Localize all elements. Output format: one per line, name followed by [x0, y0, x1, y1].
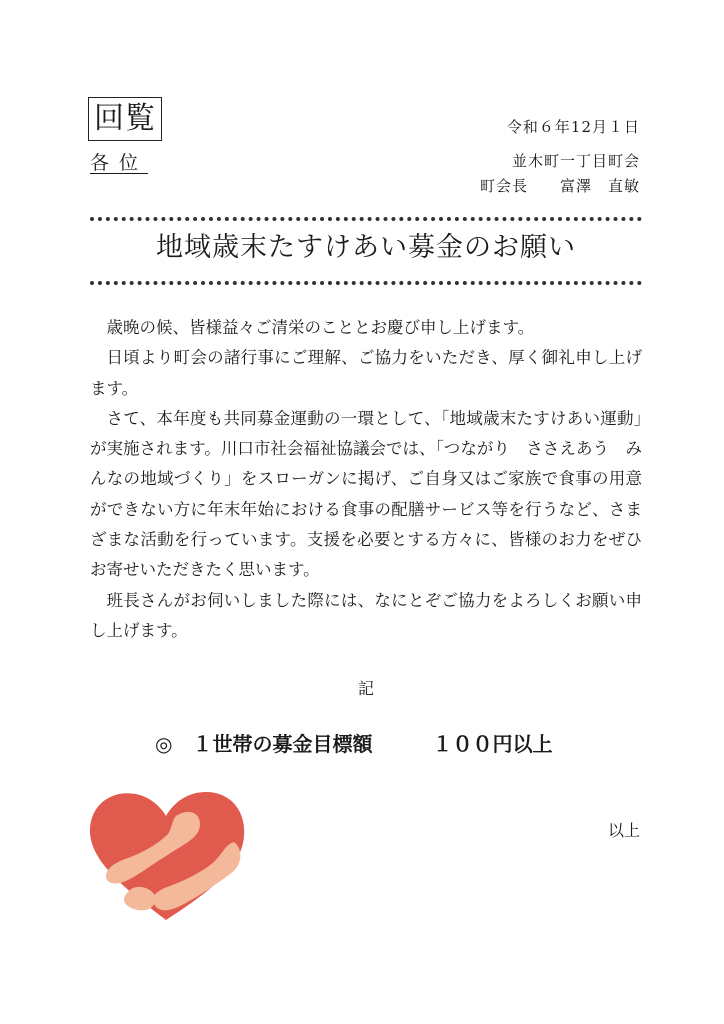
- document-title: 地域歳末たすけあい募金のお願い: [156, 232, 576, 263]
- paragraph-greeting: 歳晩の候、皆様益々ご清栄のこととお慶び申し上げます。: [106, 318, 535, 337]
- title-divider-bottom: [90, 281, 642, 285]
- letter-body: [90, 313, 642, 646]
- note-heading: 記: [357, 679, 374, 698]
- organization-name: 並木町一丁目町会: [511, 152, 640, 170]
- donation-target: [155, 728, 552, 757]
- paragraph-campaign: さて、本年度も共同募金運動の一環として、「地域歳末たすけあい運動」が実施されます。川口市社会福祉協議会では、「つながり ささえあう みんなの地域づくり」をスローガンに掲げ、ご自身又はご家族で食事の用意ができない方に年末年始における食事の配膳サービス等を行うなど、さまざまな活動を行っています。支援を必要とする方々に、皆様のお力をぜひお寄せいただきたく思います。: [90, 408, 642, 580]
- paragraph-thanks: 日頃より町会の諸行事にご理解、ご協力をいただき、厚く御礼申し上げます。: [90, 348, 642, 398]
- target-label: １世帯の募金目標額: [192, 732, 373, 756]
- addressee: 各位: [90, 152, 149, 174]
- closing-mark: 以上: [607, 821, 640, 840]
- issue-date: 令和６年12月１日: [506, 118, 640, 136]
- title-divider-top: [90, 217, 642, 221]
- target-mark-icon: ◎: [155, 732, 173, 756]
- paragraph-request: 班長さんがお伺いしました際には、なにとぞご協力をよろしくお願い申し上げます。: [90, 590, 642, 640]
- chairman-line: [480, 175, 640, 196]
- target-amount: １００円以上: [432, 732, 553, 756]
- heart-hug-icon: [84, 788, 250, 928]
- chairman-name: 富澤 直敏: [559, 177, 640, 195]
- chairman-title: 町会長: [479, 177, 528, 195]
- circulation-box: 回覧: [88, 97, 162, 141]
